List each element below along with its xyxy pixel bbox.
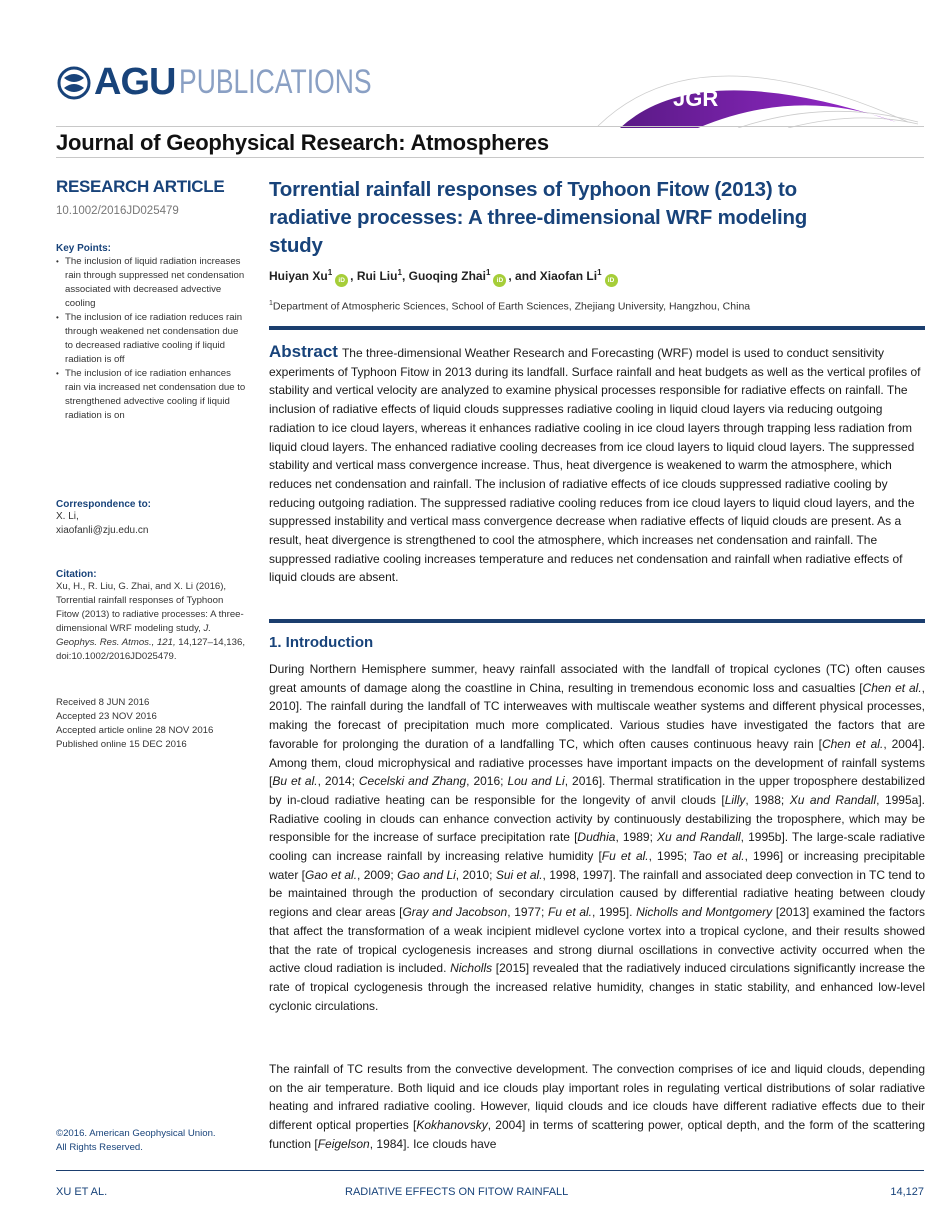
correspondence-name: X. Li, xyxy=(56,511,79,522)
copyright-line: ©2016. American Geophysical Union. xyxy=(56,1128,216,1139)
date-published: Published online 15 DEC 2016 xyxy=(56,739,187,750)
key-point: • The inclusion of liquid radiation increases rain through suppressed net condensation associated with decreased advective cooling xyxy=(56,255,246,311)
journal-title: Journal of Geophysical Research: Atmospheres xyxy=(56,130,549,155)
orcid-icon[interactable]: iD xyxy=(605,274,618,287)
date-accepted-online: Accepted article online 28 NOV 2016 xyxy=(56,725,214,736)
affiliation-mark: 1 xyxy=(269,300,273,307)
jgr-badge-icon xyxy=(578,58,920,128)
text-run: , 2014; xyxy=(317,774,359,789)
header-divider xyxy=(56,126,924,127)
affiliation-text: Department of Atmospheric Sciences, School of Earth Sciences, Zhejiang University, Hangzhou, China xyxy=(272,300,751,313)
orcid-icon[interactable]: iD xyxy=(335,274,348,287)
text-run: , 2016; xyxy=(466,774,508,789)
author-affiliation-mark: 1 xyxy=(485,268,491,277)
text-run: , 1988; xyxy=(745,792,790,807)
citation-reference[interactable]: Feigelson xyxy=(317,1136,370,1151)
header-divider-2 xyxy=(56,157,924,158)
citation-reference[interactable]: Chen et al. xyxy=(821,736,884,751)
footer-rule xyxy=(56,1170,924,1171)
citation-reference[interactable]: Nicholls and Montgomery xyxy=(636,905,773,920)
orcid-icon[interactable]: iD xyxy=(493,274,506,287)
text-run: , 2010]. The rainfall during the landfall of TC interweaves with multiscale weather systems and different physical processes, making the forecast of precipitation much more complicated. Various studies have investigated the factors that are favorable for prolonging the duration of a landfalling TC, which often causes continuous heavy rain [ xyxy=(269,680,925,751)
text-run: The rainfall of TC results from the convective development. The convection comprises of ice and liquid clouds, depending on the air temperature. Both liquid and ice clouds play important roles in regulating vertical distributions of solar radiative heating and infrared radiative cooling. However, liquid clouds and ice clouds have different radiative effects due to their different optical properties [ xyxy=(269,1062,925,1133)
author-affiliation-mark: 1 xyxy=(327,268,333,277)
abstract-text: The three-dimensional Weather Research and Forecasting (WRF) model is used to conduct sensitivity experiments of Typhoon Fitow in 2013 during its landfall. Surface rainfall and heat budgets as well as the vertical profiles of stability and vertical velocity are analyzed to examine physical processes responsible for radiative effects on rainfall. The inclusion of radiative effects of liquid clouds suppresses radiative cooling in liquid cloud layers via reducing outgoing radiation to ice cloud layers, whereas it enhances radiative cooling in ice cloud layers through trapping less radiation from liquid cloud layers. The enhanced radiative cooling decreases from ice cloud layers to liquid cloud layers. The suppressed stability and vertical mass convergence increase. Thus, heat divergence is weakened to warm the atmosphere, which reduces net condensation and rainfall. The inclusion of radiative effects of ice clouds suppressed radiative cooling by reducing outgoing radiation. The suppressed radiative cooling reduces from ice cloud layers to liquid cloud layers, and the suppressed instability and vertical mass convergence decrease when radiative effects of liquid clouds are present. As a result, heat divergence is strengthened to cool the atmosphere, which increases net condensation and rainfall. The suppressed radiative cooling increases temperature and reduces net condensation and rainfall when radiative effects of liquid clouds are absent. xyxy=(269,346,921,585)
key-points-heading: Key Points: xyxy=(56,243,112,254)
publications-label: PUBLICATIONS xyxy=(179,63,373,101)
footer-authors: XU ET AL. xyxy=(56,1186,108,1198)
author-name: Huiyan Xu xyxy=(269,269,328,283)
article-type: RESEARCH ARTICLE xyxy=(56,177,225,196)
date-received: Received 8 JUN 2016 xyxy=(56,697,150,708)
author-affiliation-mark: 1 xyxy=(597,268,602,277)
article-title: Torrential rainfall responses of Typhoon Fitow (2013) to radiative processes: A three-dimensional WRF modeling study xyxy=(269,178,808,257)
citation-reference[interactable]: Kokhanovsky xyxy=(416,1118,488,1133)
doi[interactable]: 10.1002/2016JD025479 xyxy=(56,205,179,217)
citation-reference[interactable]: Dudhia xyxy=(577,830,616,845)
citation-reference[interactable]: Chen et al. xyxy=(862,680,922,695)
text-run: , 1995; xyxy=(648,849,693,864)
author-name: Guoqing Zhai xyxy=(408,269,486,283)
text-run: , 1996] or increasing precipitable water [ xyxy=(269,849,926,882)
correspondence xyxy=(56,510,246,538)
text-run: , 1995a]. Radiative cooling in clouds can enhance convection activity by continuously destabilizing the troposphere, which may be responsible for the increase of surface precipitation rate [ xyxy=(269,792,925,845)
correspondence-heading: Correspondence to: xyxy=(56,499,152,510)
text-run: , 2004]. Among them, cloud microphysical and radiative processes have important impacts on the development of rainfall systems [ xyxy=(269,736,925,789)
text-run: , 1995b]. The large-scale radiative cooling can increase rainfall by increasing relative humidity [ xyxy=(269,830,925,864)
text-run: , 2010; xyxy=(455,867,496,882)
citation-reference[interactable]: Lou and Li xyxy=(507,774,565,789)
intro-paragraph-2 xyxy=(269,1060,925,1154)
section-heading: 1. Introduction xyxy=(269,634,374,651)
key-points-list xyxy=(56,255,246,423)
page-number: 14,127 xyxy=(890,1186,924,1198)
citation-reference[interactable]: Nicholls xyxy=(450,961,493,976)
citation-reference[interactable]: Lilly xyxy=(724,792,746,807)
abstract-bottom-rule xyxy=(269,619,925,623)
citation-reference[interactable]: Cecelski and Zhang xyxy=(358,774,467,789)
text-run: , 1995]. xyxy=(592,905,637,920)
citation-reference[interactable]: Fu et al. xyxy=(601,849,649,864)
footer-running-title: RADIATIVE EFFECTS ON FITOW RAINFALL xyxy=(345,1186,569,1198)
text-run: , 2004] in terms of scattering power, optical depth, and the form of the scattering function [ xyxy=(269,1118,925,1151)
text-run: , 1977; xyxy=(507,905,548,920)
agu-logo-mark-icon xyxy=(56,66,92,100)
author-name: Xiaofan Li xyxy=(539,269,598,283)
citation-reference[interactable]: Gray and Jacobson xyxy=(402,905,508,920)
citation-reference[interactable]: Fu et al. xyxy=(547,905,593,920)
citation-heading: Citation: xyxy=(56,569,97,580)
text-run: , 1998, 1997]. The rainfall and associated deep convection in TC tend to be maintained through the production of secondary circulation caused by differential radiative heating between cloudy regions and clear areas [ xyxy=(269,867,926,920)
text-run: During Northern Hemisphere summer, heavy rainfall associated with the landfall of tropical cyclones (TC) often causes great amounts of damage along the coastline in China, resulting in tremendous economic loss and casualties [ xyxy=(269,662,925,695)
citation-text: Xu, H., R. Liu, G. Zhai, and X. Li (2016), Torrential rainfall responses of Typhoon Fitow (2013) to radiative processes: A three-dimensional WRF modeling study, xyxy=(56,581,244,634)
text-run: , 1989; xyxy=(615,830,658,845)
text-run: , 1984]. Ice clouds have xyxy=(369,1136,497,1151)
copyright xyxy=(56,1127,246,1155)
citation xyxy=(56,580,246,664)
key-point: • The inclusion of ice radiation enhances rain via increased net condensation due to strengthened advective cooling if liquid radiation is on xyxy=(56,367,246,423)
citation-reference[interactable]: Gao et al. xyxy=(305,867,358,882)
citation-reference[interactable]: Gao and Li xyxy=(397,867,456,882)
svg-text:JGR: JGR xyxy=(673,86,719,111)
author-list: Huiyan Xu$^1$iD , Rui Liu$^1$, Guoqing Zhai$^1$iD , and Xiaofan Li$^1$iD xyxy=(269,268,925,287)
citation-reference[interactable]: Tao et al. xyxy=(692,849,745,864)
abstract xyxy=(269,343,925,587)
citation-reference[interactable]: Bu et al. xyxy=(272,774,318,789)
key-point: • The inclusion of ice radiation reduces rain through weakened net condensation due to decreased radiative cooling if liquid radiation is off xyxy=(56,311,246,367)
text-run: [2015] revealed that the radiatively induced circulations significantly increase the rate of tropical cyclogenesis through the increased relative humidity, changes in static stability, and enhanced low-level cyclonic circulations. xyxy=(269,961,925,1013)
text-run: , 2016]. Thermal stratification in the upper troposphere destabilized by in-cloud radiative heating can be responsible for the longevity of anvil clouds [ xyxy=(269,774,925,807)
affiliation xyxy=(269,300,925,313)
text-run: , 2009; xyxy=(357,867,398,882)
agu-publications-logo xyxy=(56,60,426,103)
citation-reference[interactable]: Xu and Randall xyxy=(657,830,741,845)
author-affiliation-mark: 1 xyxy=(397,268,402,277)
correspondence-email[interactable]: xiaofanli@zju.edu.cn xyxy=(56,525,149,536)
text-run: [2013] examined the factors that affect the transformation of a weak incipient midlevel cyclone vortex into a tropical cyclone, and their results showed that the rate of tropical cyclogenesis increases and strong diurnal oscillations in convective activity occurred when the active cloud radiation is included. xyxy=(269,905,926,976)
abstract-heading: Abstract xyxy=(269,342,338,361)
intro-paragraph-1 xyxy=(269,660,925,1015)
abstract-top-rule xyxy=(269,326,925,330)
citation-reference[interactable]: Sui et al. xyxy=(495,867,543,882)
citation-reference[interactable]: Xu and Randall xyxy=(789,792,877,807)
date-accepted: Accepted 23 NOV 2016 xyxy=(56,711,157,722)
citation-pages: 14,127–14,136, doi:10.1002/2016JD025479. xyxy=(56,637,245,662)
author-name: Rui Liu xyxy=(356,269,398,283)
publication-dates xyxy=(56,696,246,752)
agu-brand: AGU xyxy=(94,61,176,103)
copyright-line: All Rights Reserved. xyxy=(56,1142,143,1153)
citation-journal: J. Geophys. Res. Atmos., 121, xyxy=(56,623,211,648)
